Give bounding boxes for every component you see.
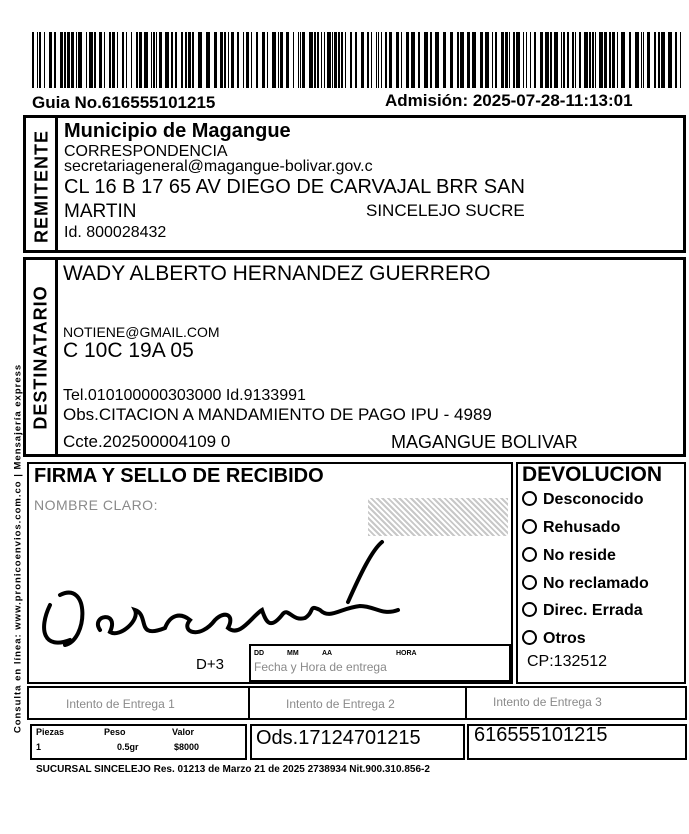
barcode-bar (280, 32, 283, 88)
destinatario-email: NOTIENE@GMAIL.COM (63, 324, 220, 340)
barcode-bar (272, 32, 276, 88)
barcode-bar (450, 32, 453, 88)
barcode-bar (635, 32, 639, 88)
option-label: No reside (543, 547, 616, 564)
remitente-address-line1: CL 16 B 17 65 AV DIEGO DE CARVAJAL BRR SAN (64, 176, 525, 198)
radio-circle-icon (522, 491, 537, 506)
devolucion-option-rehusado[interactable] (522, 519, 620, 537)
barcode-bar (592, 32, 594, 88)
remitente-name: Municipio de Magangue (64, 120, 291, 142)
barcode-bar (321, 32, 322, 88)
barcode-bar (243, 32, 244, 88)
devolucion-option-no-reclamado[interactable] (522, 575, 649, 593)
barcode-bar (334, 32, 337, 88)
option-label: Direc. Errada (543, 602, 643, 619)
barcode-bar (561, 32, 562, 88)
barcode-bar (122, 32, 124, 88)
barcode-bar (341, 32, 343, 88)
barcode-bar (579, 32, 581, 88)
ods-number: Ods.17124701215 (256, 727, 421, 749)
barcode-bar (460, 32, 464, 88)
d-plus-days: D+3 (196, 656, 224, 673)
barcode-bar (435, 32, 439, 88)
devolucion-title: DEVOLUCION (522, 463, 663, 486)
intento-entrega-2: Intento de Entrega 2 (286, 697, 395, 711)
destinatario-ccte: Ccte.202500004109 0 (63, 432, 231, 451)
barcode-bar (376, 32, 377, 88)
barcode-bar (309, 32, 313, 88)
barcode-bar (467, 32, 470, 88)
barcode-bar (324, 32, 325, 88)
barcode-bar (78, 32, 82, 88)
barcode-bar (64, 32, 66, 88)
barcode-bar (67, 32, 70, 88)
destinatario-name: WADY ALBERTO HERNANDEZ GUERRERO (63, 262, 491, 285)
radio-circle-icon (522, 602, 537, 617)
barcode-bar (643, 32, 644, 88)
barcode-bar (617, 32, 618, 88)
destinatario-address: C 10C 19A 05 (63, 339, 194, 362)
barcode-bar (668, 32, 672, 88)
option-label: Otros (543, 630, 586, 647)
radio-circle-icon (522, 547, 537, 562)
option-label: Desconocido (543, 491, 644, 508)
barcode-bar (406, 32, 409, 88)
date-field-aa: AA (322, 650, 333, 657)
barcode-bar (355, 32, 357, 88)
barcode-bar (198, 32, 202, 88)
barcode-bar (411, 32, 415, 88)
barcode-bar (540, 32, 543, 88)
header-peso: Peso (104, 727, 126, 737)
barcode-bar (534, 32, 536, 88)
barcode-bar (509, 32, 510, 88)
barcode-bar (214, 32, 217, 88)
barcode-bar (396, 32, 399, 88)
barcode-bar (165, 32, 169, 88)
barcode-bar (361, 32, 364, 88)
barcode-bar (206, 32, 210, 88)
barcode-bar (237, 32, 239, 88)
barcode-bar (99, 32, 102, 88)
barcode-bar (76, 32, 77, 88)
devolucion-option-direc-errada[interactable] (522, 602, 643, 620)
delivery-date-label: Fecha y Hora de entrega (254, 660, 387, 674)
barcode-bar (572, 32, 574, 88)
barcode-bar (267, 32, 268, 88)
devolucion-option-otros[interactable] (522, 630, 586, 648)
barcode-bar (661, 32, 665, 88)
nombre-claro-label: NOMBRE CLARO: (34, 497, 158, 513)
date-field-dd: DD (254, 650, 265, 657)
barcode-bar (654, 32, 656, 88)
barcode-bar (472, 32, 476, 88)
barcode-bar (71, 32, 74, 88)
value-peso: 0.5gr (117, 742, 139, 752)
barcode-bar (251, 32, 252, 88)
destinatario-tel-id: Tel.010100000303000 Id.9133991 (63, 387, 306, 404)
barcode-bar (298, 32, 299, 88)
remitente-city: SINCELEJO SUCRE (366, 201, 525, 220)
barcode-bar (443, 32, 446, 88)
barcode-bar (112, 32, 115, 88)
barcode-bar (220, 32, 223, 88)
barcode-bar (144, 32, 148, 88)
remitente-department: CORRESPONDENCIA (64, 143, 228, 160)
barcode-bar (401, 32, 402, 88)
barcode (32, 32, 687, 88)
guide-number: Guia No.616555101215 (32, 93, 216, 112)
intento-entrega-3: Intento de Entrega 3 (493, 695, 602, 709)
option-label: No reclamado (543, 575, 649, 592)
barcode-bar (658, 32, 660, 88)
barcode-bar (338, 32, 340, 88)
barcode-bar (589, 32, 591, 88)
radio-circle-icon (522, 630, 537, 645)
guide-number-repeat: 616555101215 (474, 724, 608, 746)
barcode-bar (49, 32, 52, 88)
barcode-bar (584, 32, 588, 88)
barcode-bar (278, 32, 279, 88)
devolucion-option-no-reside[interactable] (522, 547, 616, 565)
barcode-bar (109, 32, 111, 88)
barcode-bar (300, 32, 301, 88)
barcode-bar (418, 32, 420, 88)
barcode-bar (302, 32, 305, 88)
barcode-bar (175, 32, 177, 88)
devolucion-option-desconocido[interactable] (522, 491, 643, 509)
footer-sucursal: SUCURSAL SINCELEJO Res. 01213 de Marzo 21 de 2025 2738934 Nit.900.310.856-2 (36, 764, 430, 775)
barcode-bar (246, 32, 249, 88)
remitente-id: Id. 800028432 (64, 224, 167, 241)
barcode-bar (621, 32, 625, 88)
barcode-bar (424, 32, 428, 88)
barcode-bar (156, 32, 157, 88)
remitente-label: REMITENTE (31, 130, 52, 244)
barcode-bar (604, 32, 607, 88)
barcode-bar (680, 32, 681, 88)
barcode-bar (563, 32, 565, 88)
barcode-bar (181, 32, 183, 88)
barcode-bar (151, 32, 152, 88)
barcode-bar (192, 32, 194, 88)
option-label: Rehusado (543, 519, 621, 536)
barcode-bar (371, 32, 372, 88)
barcode-bar (54, 32, 56, 88)
barcode-bar (505, 32, 508, 88)
barcode-bar (526, 32, 527, 88)
barcode-bar (39, 32, 41, 88)
barcode-bar (501, 32, 504, 88)
barcode-bar (131, 32, 132, 88)
recipient-signature (30, 520, 420, 660)
barcode-bar (430, 32, 432, 88)
barcode-bar (629, 32, 631, 88)
barcode-bar (117, 32, 118, 88)
barcode-bar (385, 32, 387, 88)
value-valor: $8000 (174, 742, 200, 752)
barcode-bar (545, 32, 549, 88)
barcode-bar (567, 32, 569, 88)
barcode-bar (457, 32, 459, 88)
barcode-bar (317, 32, 319, 88)
barcode-bar (332, 32, 333, 88)
barcode-bar (293, 32, 294, 88)
barcode-bar (314, 32, 316, 88)
radio-circle-icon (522, 519, 537, 534)
header-valor: Valor (172, 727, 195, 737)
barcode-bar (485, 32, 489, 88)
admission-timestamp: Admisión: 2025-07-28-11:13:01 (385, 91, 633, 110)
barcode-bar (136, 32, 138, 88)
remitente-email: secretariageneral@magangue-bolivar.gov.c (64, 158, 373, 175)
barcode-bar (37, 32, 38, 88)
barcode-bar (159, 32, 162, 88)
barcode-bar (171, 32, 173, 88)
barcode-bar (94, 32, 96, 88)
barcode-bar (327, 32, 331, 88)
barcode-bar (550, 32, 552, 88)
barcode-bar (647, 32, 650, 88)
barcode-bar (495, 32, 497, 88)
barcode-bar (378, 32, 379, 88)
radio-circle-icon (522, 575, 537, 590)
destinatario-city: MAGANGUE BOLIVAR (391, 432, 578, 452)
barcode-bar (350, 32, 352, 88)
barcode-bar (599, 32, 603, 88)
barcode-bar (480, 32, 483, 88)
barcode-bar (381, 32, 382, 88)
barcode-bar (675, 32, 677, 88)
barcode-bar (185, 32, 187, 88)
barcode-bar (516, 32, 520, 88)
barcode-bar (523, 32, 524, 88)
barcode-bar (367, 32, 369, 88)
barcode-bar (286, 32, 289, 88)
barcode-bar (89, 32, 93, 88)
postal-code: CP:132512 (527, 653, 608, 670)
barcode-bar (641, 32, 642, 88)
remitente-address-line2: MARTIN (64, 201, 137, 222)
barcode-bar (224, 32, 226, 88)
barcode-bar (389, 32, 392, 88)
barcode-bar (231, 32, 234, 88)
barcode-bar (139, 32, 142, 88)
barcode-bar (32, 32, 34, 88)
barcode-bar (153, 32, 155, 88)
barcode-bar (104, 32, 105, 88)
barcode-bar (530, 32, 531, 88)
barcode-bar (228, 32, 229, 88)
firma-title: FIRMA Y SELLO DE RECIBIDO (34, 465, 324, 487)
barcode-bar (44, 32, 45, 88)
barcode-bar (86, 32, 87, 88)
date-field-mm: MM (287, 650, 299, 657)
barcode-bar (612, 32, 615, 88)
barcode-bar (188, 32, 191, 88)
barcode-bar (262, 32, 265, 88)
barcode-bar (554, 32, 558, 88)
side-website-text: Consulta en línea: www.pronicoenvios.com.co | Mensajería express (12, 363, 24, 734)
barcode-bar (60, 32, 63, 88)
barcode-bar (609, 32, 611, 88)
header-piezas: Piezas (36, 727, 65, 737)
date-field-hora: HORA (396, 650, 417, 657)
barcode-bar (345, 32, 346, 88)
barcode-bar (492, 32, 493, 88)
value-piezas: 1 (36, 742, 42, 752)
barcode-bar (513, 32, 515, 88)
intento-entrega-1: Intento de Entrega 1 (66, 697, 175, 711)
destinatario-label: DESTINATARIO (30, 285, 51, 430)
destinatario-observation: Obs.CITACION A MANDAMIENTO DE PAGO IPU - 4989 (63, 405, 492, 424)
barcode-bar (126, 32, 127, 88)
barcode-bar (256, 32, 258, 88)
barcode-bar (575, 32, 576, 88)
barcode-bar (595, 32, 596, 88)
